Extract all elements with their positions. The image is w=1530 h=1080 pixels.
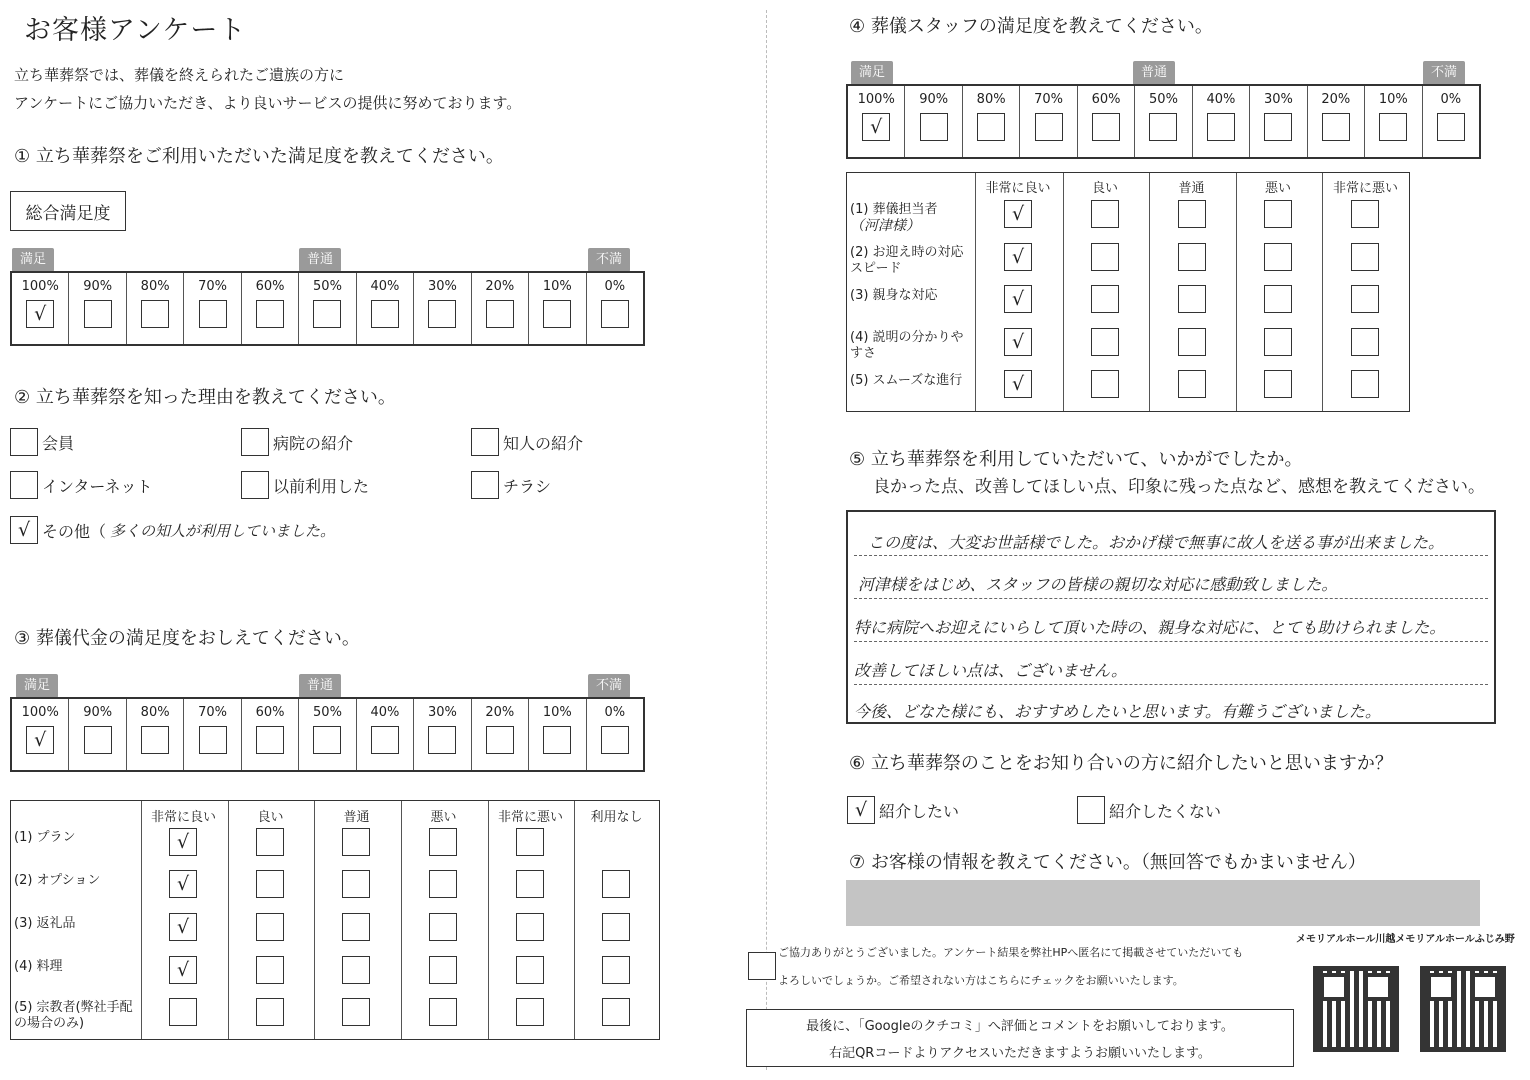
q4-row-label: (2) お迎え時の対応スピード (850, 245, 964, 276)
q4-checkbox-staff-very-good[interactable]: √ (1004, 200, 1032, 228)
q2-option-acquaintance: 知人の紹介 (471, 428, 583, 456)
q4-checkbox-90[interactable] (920, 113, 948, 141)
q2-option-internet: インターネット (10, 471, 153, 499)
q6-checkbox-no[interactable] (1077, 796, 1105, 824)
q3-checkbox[interactable] (256, 956, 284, 984)
q4-checkbox-10[interactable] (1379, 113, 1407, 141)
q3-checkbox-100[interactable]: √ (26, 726, 54, 754)
q4-col-header: 非常に良い (985, 181, 1051, 196)
q3-scale-cell: 90% (69, 699, 126, 770)
review-text-1: 最後に、「Googleのクチコミ」へ評価とコメントをお願いしております。 (806, 1019, 1234, 1034)
q1-scale-cell: 50% (299, 273, 356, 344)
q6-option-yes: √ 紹介したい (847, 796, 959, 824)
q1-heading: ① 立ち華葬祭をご利用いただいた満足度を教えてください。 (14, 146, 504, 167)
q3-checkbox-20[interactable] (486, 726, 514, 754)
q1-scale-cell: 30% (414, 273, 471, 344)
q4-checkbox[interactable] (1351, 200, 1379, 228)
q3-checkbox[interactable] (256, 998, 284, 1026)
q4-scale-cell: 60% (1078, 86, 1135, 157)
q4-checkbox[interactable] (1351, 243, 1379, 271)
q3-checkbox[interactable] (342, 870, 370, 898)
q3-checkbox[interactable] (602, 998, 630, 1026)
q1-scale-cell: 0% (587, 273, 643, 344)
q3-checkbox[interactable] (429, 998, 457, 1026)
q4-scale-cell: 90% (905, 86, 962, 157)
qr-code-icon[interactable] (1420, 966, 1506, 1052)
q4-checkbox[interactable] (1091, 370, 1119, 398)
q2-option-other (10, 516, 335, 544)
q3-checkbox-80[interactable] (141, 726, 169, 754)
q3-checkbox-60[interactable] (256, 726, 284, 754)
q2-checkbox-hospital[interactable] (241, 428, 269, 456)
q4-checkbox[interactable] (1091, 243, 1119, 271)
q4-col-header: 悪い (1264, 181, 1291, 196)
q3-checkbox[interactable] (256, 913, 284, 941)
q3-scale (10, 697, 645, 772)
q4-checkbox-80[interactable] (977, 113, 1005, 141)
q4-checkbox[interactable] (1264, 243, 1292, 271)
q4-scale-cell: 40% (1193, 86, 1250, 157)
q4-scale-cell: 20% (1308, 86, 1365, 157)
q4-scale-cell: 70% (1020, 86, 1077, 157)
q3-scale-cell: 50% (299, 699, 356, 770)
q4-checkbox[interactable] (1351, 328, 1379, 356)
consent-text-2: よろしいでしょうか。ご希望されない方はこちらにチェックをお願いいたします。 (778, 974, 1184, 987)
hall-names: メモリアルホール川越メモリアルホールふじみ野 (1296, 934, 1515, 945)
q1-scale-cell: 60% (242, 273, 299, 344)
q3-checkbox-0[interactable] (601, 726, 629, 754)
q4-col-header: 良い (1091, 181, 1118, 196)
q3-checkbox[interactable] (342, 828, 370, 856)
q3-checkbox[interactable] (342, 998, 370, 1026)
q3-scale-cell: 10% (529, 699, 586, 770)
q1-scale-cell: 40% (357, 273, 414, 344)
q2-checkbox-other[interactable]: √ (10, 516, 38, 544)
q6-heading: ⑥ 立ち華葬祭のことをお知り合いの方に紹介したいと思いますか？ (849, 753, 1393, 774)
q1-scale-cell: 70% (184, 273, 241, 344)
q3-scale-cell: 80% (127, 699, 184, 770)
qr-code-icon[interactable] (1313, 966, 1399, 1052)
q4-row-label: (5) スムーズな進行 (850, 373, 963, 388)
q4-checkbox-70[interactable] (1035, 113, 1063, 141)
q3-row-label: (4) 料理 (14, 959, 63, 974)
page-title: お客様アンケート (24, 15, 247, 46)
q1-scale-cell: 90% (69, 273, 126, 344)
q4-checkbox[interactable] (1178, 200, 1206, 228)
q4-checkbox[interactable] (1264, 370, 1292, 398)
q1-scale-right-label: 不満 (588, 248, 630, 272)
q3-scale-left-label: 満足 (16, 674, 58, 698)
q3-checkbox[interactable] (516, 913, 544, 941)
q4-row-label: (4) 説明の分かりやすさ (850, 330, 964, 361)
q1-checkbox-40[interactable] (371, 300, 399, 328)
q4-checkbox[interactable] (1178, 328, 1206, 356)
q3-col-header: 良い (257, 810, 284, 825)
q3-checkbox-30[interactable] (428, 726, 456, 754)
q1-scale-left-label: 満足 (12, 248, 54, 272)
q4-checkbox-caring-very-good[interactable]: √ (1004, 285, 1032, 313)
q3-checkbox-10[interactable] (543, 726, 571, 754)
q4-checkbox-50[interactable] (1149, 113, 1177, 141)
q4-checkbox[interactable] (1264, 285, 1292, 313)
q5-comment-line: 改善してほしい点は、ございません。 (854, 661, 1127, 680)
q4-checkbox[interactable] (1178, 285, 1206, 313)
q3-checkbox[interactable] (602, 956, 630, 984)
q3-checkbox[interactable] (602, 913, 630, 941)
q3-row-label: (1) プラン (14, 830, 76, 845)
q4-scale-cell: 10% (1365, 86, 1422, 157)
q3-scale-right-label: 不満 (588, 674, 630, 698)
q2-checkbox-flyer[interactable] (471, 471, 499, 499)
intro-line-2: アンケートにご協力いただき、より良いサービスの提供に努めております。 (14, 94, 522, 112)
q3-scale-cell: 20% (472, 699, 529, 770)
q4-scale-left-label: 満足 (851, 61, 893, 85)
q1-checkbox-100[interactable]: √ (26, 300, 54, 328)
q3-scale-cell: 40% (357, 699, 414, 770)
q3-scale-cell: 100% √ (12, 699, 69, 770)
q4-checkbox-speed-very-good[interactable]: √ (1004, 243, 1032, 271)
q5-comment-line: 特に病院へお迎えにいらして頂いた時の、親身な対応に、とても助けられました。 (854, 618, 1446, 637)
q5-comment-box[interactable] (846, 510, 1496, 724)
q4-scale-cell: 50% (1135, 86, 1192, 157)
q3-col-header: 普通 (343, 810, 370, 825)
q5-comment-line: 河津様をはじめ、スタッフの皆様の親切な対応に感動致しました。 (858, 575, 1338, 594)
q1-checkbox-80[interactable] (141, 300, 169, 328)
q3-checkbox-food-very-good[interactable]: √ (169, 956, 197, 984)
q3-checkbox-90[interactable] (84, 726, 112, 754)
q3-checkbox[interactable] (516, 998, 544, 1026)
q3-scale-cell: 30% (414, 699, 471, 770)
q3-checkbox[interactable] (429, 828, 457, 856)
q3-row-label: (2) オプション (14, 873, 101, 888)
q4-checkbox[interactable] (1351, 285, 1379, 313)
q3-checkbox[interactable] (429, 913, 457, 941)
consent-text-1: ご協力ありがとうございました。アンケート結果を弊社HPへ匿名にて掲載させていただいても (778, 946, 1244, 959)
q4-checkbox[interactable] (1264, 200, 1292, 228)
q1-scale-cell: 100% √ (12, 273, 69, 344)
q1-checkbox-60[interactable] (256, 300, 284, 328)
q4-row-label: (3) 親身な対応 (850, 288, 938, 303)
q2-checkbox-acquaintance[interactable] (471, 428, 499, 456)
overall-satisfaction-label: 総合満足度 (10, 191, 126, 231)
q3-row-label: (5) 宗教者(弊社手配の場合のみ) (14, 1000, 133, 1031)
q2-checkbox-member[interactable] (10, 428, 38, 456)
q1-checkbox-90[interactable] (84, 300, 112, 328)
q3-checkbox[interactable] (342, 913, 370, 941)
q3-checkbox[interactable] (516, 870, 544, 898)
q1-checkbox-0[interactable] (601, 300, 629, 328)
q2-checkbox-internet[interactable] (10, 471, 38, 499)
q4-scale-cell: 100% √ (848, 86, 905, 157)
q4-scale-cell: 30% (1250, 86, 1307, 157)
q3-checkbox[interactable] (516, 828, 544, 856)
q3-checkbox-plan-very-good[interactable]: √ (169, 828, 197, 856)
q2-checkbox-previous[interactable] (241, 471, 269, 499)
q4-checkbox-30[interactable] (1264, 113, 1292, 141)
q3-scale-cell: 0% (587, 699, 643, 770)
q4-scale-cell: 80% (963, 86, 1020, 157)
q3-col-header: 非常に良い (150, 810, 216, 825)
q1-scale (10, 271, 645, 346)
q1-checkbox-30[interactable] (428, 300, 456, 328)
q4-checkbox[interactable] (1091, 285, 1119, 313)
q3-checkbox[interactable] (516, 956, 544, 984)
redacted-customer-info (846, 880, 1480, 926)
q4-checkbox[interactable] (1264, 328, 1292, 356)
q4-checkbox-0[interactable] (1437, 113, 1465, 141)
q3-checkbox[interactable] (256, 828, 284, 856)
q3-checkbox[interactable] (256, 870, 284, 898)
q1-checkbox-50[interactable] (313, 300, 341, 328)
q4-checkbox-100[interactable]: √ (862, 113, 890, 141)
q5-comment-line: この度は、大変お世話様でした。おかげ様で無事に故人を送る事が出来ました。 (868, 533, 1445, 552)
q2-option-flyer: チラシ (471, 471, 551, 499)
q3-heading: ③ 葬儀代金の満足度をおしえてください。 (14, 628, 360, 649)
q2-option-previous: 以前利用した (241, 471, 369, 499)
q6-checkbox-yes[interactable]: √ (847, 796, 875, 824)
q3-checkbox[interactable] (429, 956, 457, 984)
q4-checkbox-explanation-very-good[interactable]: √ (1004, 328, 1032, 356)
q1-scale-middle-label: 普通 (299, 248, 341, 272)
q4-checkbox[interactable] (1091, 328, 1119, 356)
q3-checkbox[interactable] (342, 956, 370, 984)
q5-comment-line: 今後、どなた様にも、おすすめしたいと思います。有難うございました。 (854, 702, 1381, 721)
q2-other-label: その他（ (42, 521, 107, 541)
q1-checkbox-70[interactable] (199, 300, 227, 328)
q4-scale-right-label: 不満 (1423, 61, 1465, 85)
q4-checkbox-60[interactable] (1092, 113, 1120, 141)
q3-checkbox-40[interactable] (371, 726, 399, 754)
q4-heading: ④ 葬儀スタッフの満足度を教えてください。 (849, 16, 1213, 37)
q4-row-handwritten: （河津様） (850, 218, 920, 234)
q4-row-label: (1) 葬儀担当者 （河津様） (850, 202, 938, 234)
q2-heading: ② 立ち華葬祭を知った理由を教えてください。 (14, 387, 396, 408)
q3-checkbox-option-very-good[interactable]: √ (169, 870, 197, 898)
q1-scale-cell: 10% (529, 273, 586, 344)
q4-col-header: 普通 (1178, 181, 1205, 196)
q1-scale-cell: 80% (127, 273, 184, 344)
q3-col-header: 悪い (430, 810, 457, 825)
q4-col-header: 非常に悪い (1332, 181, 1398, 196)
q3-checkbox-70[interactable] (199, 726, 227, 754)
q4-checkbox-40[interactable] (1207, 113, 1235, 141)
q3-row-label: (3) 返礼品 (14, 916, 76, 931)
q2-option-hospital: 病院の紹介 (241, 428, 353, 456)
q3-checkbox[interactable] (602, 870, 630, 898)
q2-other-written: 多くの知人が利用していました。 (110, 521, 336, 540)
q3-checkbox-50[interactable] (313, 726, 341, 754)
google-review-box (746, 1009, 1294, 1067)
q1-scale-cell: 20% (472, 273, 529, 344)
q4-checkbox[interactable] (1351, 370, 1379, 398)
q6-option-no: 紹介したくない (1077, 796, 1221, 824)
review-text-2: 右記QRコードよりアクセスいただきますようお願いいたします。 (829, 1046, 1211, 1061)
q3-scale-cell: 60% (242, 699, 299, 770)
q5-subheading: 良かった点、改善してほしい点、印象に残った点など、感想を教えてください。 (873, 477, 1485, 497)
q1-checkbox-20[interactable] (486, 300, 514, 328)
q3-scale-middle-label: 普通 (299, 674, 341, 698)
q3-scale-cell: 70% (184, 699, 241, 770)
q4-scale-middle-label: 普通 (1133, 61, 1175, 85)
q3-checkbox[interactable] (429, 870, 457, 898)
q3-col-header: 利用なし (590, 810, 643, 825)
q3-checkbox[interactable] (169, 998, 197, 1026)
q4-checkbox[interactable] (1178, 243, 1206, 271)
page-divider (766, 10, 767, 1070)
consent-checkbox[interactable] (748, 952, 776, 980)
q5-heading: ⑤ 立ち華葬祭を利用していただいて、いかがでしたか。 (849, 449, 1303, 470)
q1-checkbox-10[interactable] (543, 300, 571, 328)
q2-option-member: 会員 (10, 428, 74, 456)
intro-line-1: 立ち華葬祭では、葬儀を終えられたご遺族の方に (14, 66, 345, 84)
q4-checkbox[interactable] (1091, 200, 1119, 228)
q7-heading: ⑦ お客様の情報を教えてください。（無回答でもかまいません） (849, 852, 1366, 873)
q4-scale (846, 84, 1481, 159)
q4-checkbox-20[interactable] (1322, 113, 1350, 141)
q4-checkbox[interactable] (1178, 370, 1206, 398)
q3-col-header: 非常に悪い (497, 810, 563, 825)
q4-scale-cell: 0% (1423, 86, 1479, 157)
q4-checkbox-smooth-very-good[interactable]: √ (1004, 370, 1032, 398)
q3-checkbox-gift-very-good[interactable]: √ (169, 913, 197, 941)
